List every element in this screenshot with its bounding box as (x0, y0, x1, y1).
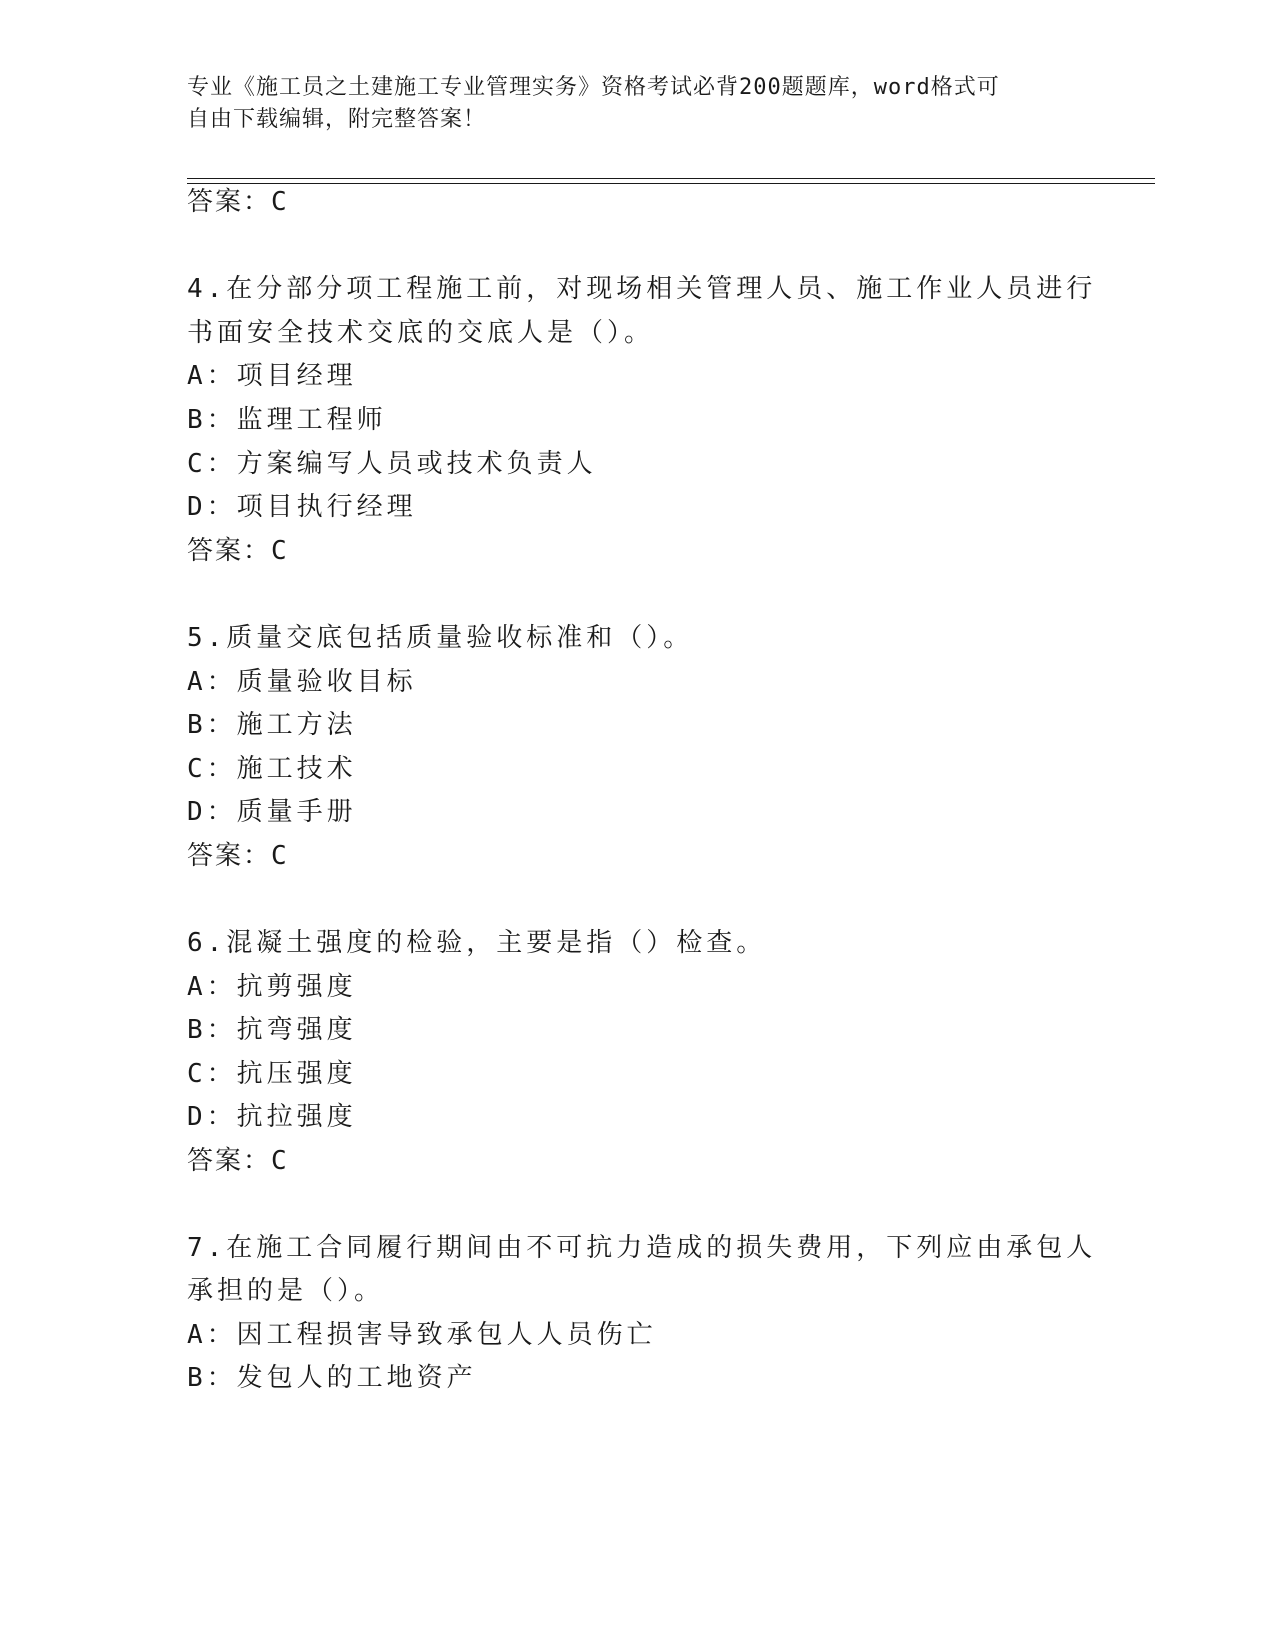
question-5-option-a: A：质量验收目标 (187, 667, 417, 697)
header-line-1: 专业《施工员之土建施工专业管理实务》资格考试必背200题题库，word格式可 (187, 75, 1000, 100)
question-5-option-d: D：质量手册 (187, 797, 357, 827)
question-7-option-b: B：发包人的工地资产 (187, 1363, 477, 1393)
question-5-option-c: C：施工技术 (187, 754, 357, 784)
question-6-option-a: A：抗剪强度 (187, 972, 357, 1002)
question-6-answer: 答案：C (187, 1146, 289, 1176)
question-4-text-line-1: 4.在分部分项工程施工前，对现场相关管理人员、施工作业人员进行 (187, 274, 1097, 304)
question-6-option-d: D：抗拉强度 (187, 1102, 357, 1132)
question-4-text-line-2: 书面安全技术交底的交底人是（）。 (187, 318, 655, 348)
question-4-option-b: B：监理工程师 (187, 405, 387, 435)
question-4-option-c: C：方案编写人员或技术负责人 (187, 449, 597, 479)
question-4-option-a: A：项目经理 (187, 361, 357, 391)
question-5-option-b: B：施工方法 (187, 710, 357, 740)
question-4-answer: 答案：C (187, 536, 289, 566)
question-7-option-a: A：因工程损害导致承包人人员伤亡 (187, 1320, 657, 1350)
question-5-answer: 答案：C (187, 841, 289, 871)
question-4-option-d: D：项目执行经理 (187, 492, 417, 522)
page-header (187, 72, 1087, 136)
answer-previous: 答案：C (187, 187, 289, 217)
header-line-2: 自由下载编辑，附完整答案！ (187, 107, 487, 132)
header-divider-bottom (187, 183, 1155, 184)
question-6-option-b: B：抗弯强度 (187, 1015, 357, 1045)
question-6-option-c: C：抗压强度 (187, 1059, 357, 1089)
question-5-text: 5.质量交底包括质量验收标准和（）。 (187, 623, 694, 653)
question-7-text-line-1: 7.在施工合同履行期间由不可抗力造成的损失费用，下列应由承包人 (187, 1233, 1097, 1263)
question-7-text-line-2: 承担的是（）。 (187, 1276, 385, 1306)
question-6-text: 6.混凝土强度的检验，主要是指（）检查。 (187, 928, 767, 958)
header-divider-top (187, 178, 1155, 179)
